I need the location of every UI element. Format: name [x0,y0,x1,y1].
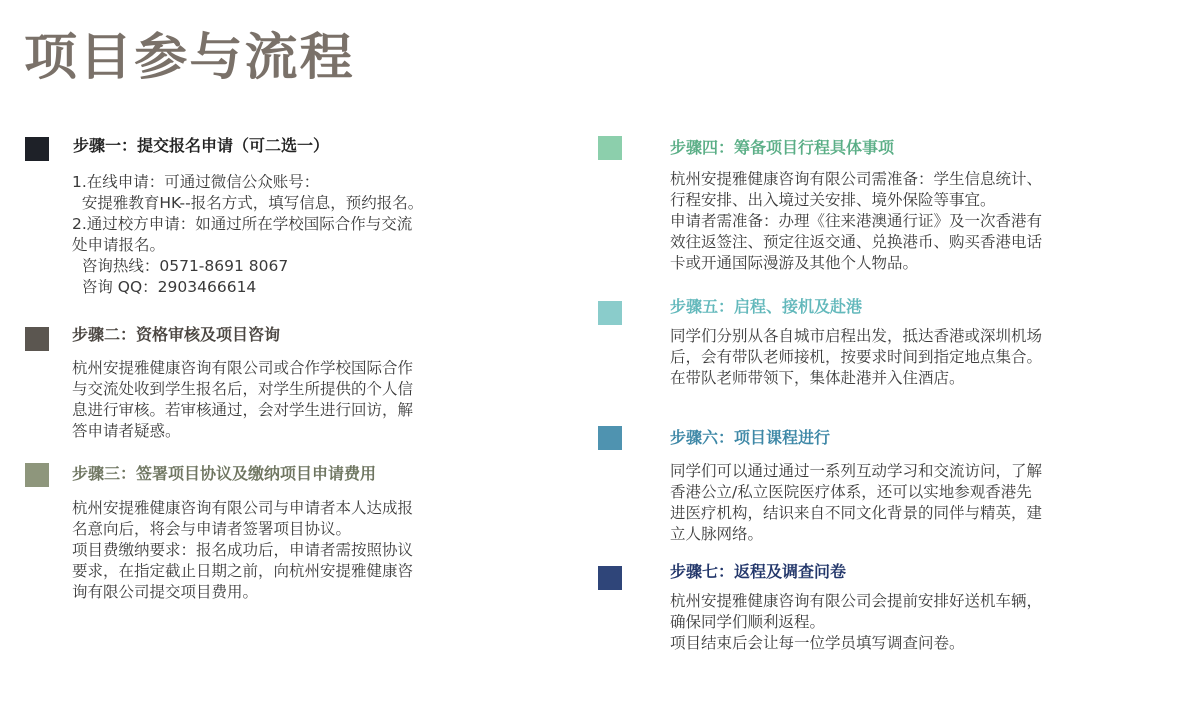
step-2-title: 步骤二：资格审核及项目咨询 [72,325,281,344]
step-3-line-1: 杭州安提雅健康咨询有限公司与申请者本人达成报 [72,499,414,517]
step-4-marker [598,136,622,160]
step-1-line-4: 处申请报名。 [72,236,166,254]
step-5-marker [598,301,622,325]
step-6-marker [598,426,622,450]
step-2-line-2: 与交流处收到学生报名后，对学生所提供的个人信 [72,380,414,398]
step-7-body [670,591,1042,654]
step-3-body [72,498,413,603]
step-6-title: 步骤六：项目课程进行 [670,428,831,447]
step-1-line-3: 2.通过校方申请：如通过所在学校国际合作与交流 [72,215,413,233]
step-5-line-2: 后，会有带队老师接机，按要求时间到指定地点集合。 [670,348,1043,366]
step-4-line-2: 行程安排、出入境过关安排、境外保险等事宜。 [670,191,996,209]
step-3-line-2: 名意向后，将会与申请者签署项目协议。 [72,520,352,538]
step-6-line-1: 同学们可以通过通过一系列互动学习和交流访问，了解 [670,462,1043,480]
page-title: 项目参与流程 [24,28,355,86]
step-6-line-3: 进医疗机构，结识来自不同文化背景的同伴与精英，建 [670,504,1043,522]
step-1-line-6: 咨询 QQ：2903466614 [72,278,257,296]
step-5-body [670,326,1042,389]
step-3-line-3: 项目费缴纳要求：报名成功后，申请者需按照协议 [72,541,414,559]
step-1-line-5: 咨询热线：0571-8691 8067 [72,257,289,275]
step-1-body [72,172,423,298]
step-3-line-5: 询有限公司提交项目费用。 [72,583,259,601]
step-1-line-2: 安提雅教育HK--报名方式，填写信息，预约报名。 [72,194,424,212]
step-2-line-4: 答申请者疑惑。 [72,422,181,440]
step-3-line-4: 要求，在指定截止日期之前，向杭州安提雅健康咨 [72,562,414,580]
step-7-line-1: 杭州安提雅健康咨询有限公司会提前安排好送机车辆， [670,592,1043,610]
step-2-body [72,358,413,442]
step-3-marker [25,463,49,487]
step-5-line-1: 同学们分别从各自城市启程出发，抵达香港或深圳机场 [670,327,1043,345]
step-6-line-2: 香港公立/私立医院医疗体系，还可以实地参观香港先 [670,483,1032,501]
step-4-line-3: 申请者需准备：办理《往来港澳通行证》及一次香港有 [670,212,1043,230]
step-3-title: 步骤三：签署项目协议及缴纳项目申请费用 [72,464,377,483]
step-4-title: 步骤四：筹备项目行程具体事项 [670,138,895,157]
step-6-body [670,461,1042,545]
step-7-title: 步骤七：返程及调查问卷 [670,562,847,581]
step-4-body [670,169,1042,274]
step-7-line-3: 项目结束后会让每一位学员填写调查问卷。 [670,634,965,652]
step-7-marker [598,566,622,590]
step-4-line-4: 效往返签注、预定往返交通、兑换港币、购买香港电话 [670,233,1043,251]
step-5-title: 步骤五：启程、接机及赴港 [670,297,863,316]
step-1-marker [25,137,49,161]
step-1-title: 步骤一：提交报名申请（可二选一） [73,136,330,155]
step-2-marker [25,327,49,351]
step-4-line-1: 杭州安提雅健康咨询有限公司需准备：学生信息统计、 [670,170,1043,188]
step-4-line-5: 卡或开通国际漫游及其他个人物品。 [670,254,919,272]
step-5-line-3: 在带队老师带领下，集体赴港并入住酒店。 [670,369,965,387]
step-2-line-1: 杭州安提雅健康咨询有限公司或合作学校国际合作 [72,359,414,377]
step-2-line-3: 息进行审核。若审核通过，会对学生进行回访，解 [72,401,414,419]
step-1-line-1: 1.在线申请：可通过微信公众账号： [72,173,320,191]
step-6-line-4: 立人脉网络。 [670,525,764,543]
step-7-line-2: 确保同学们顺利返程。 [670,613,826,631]
